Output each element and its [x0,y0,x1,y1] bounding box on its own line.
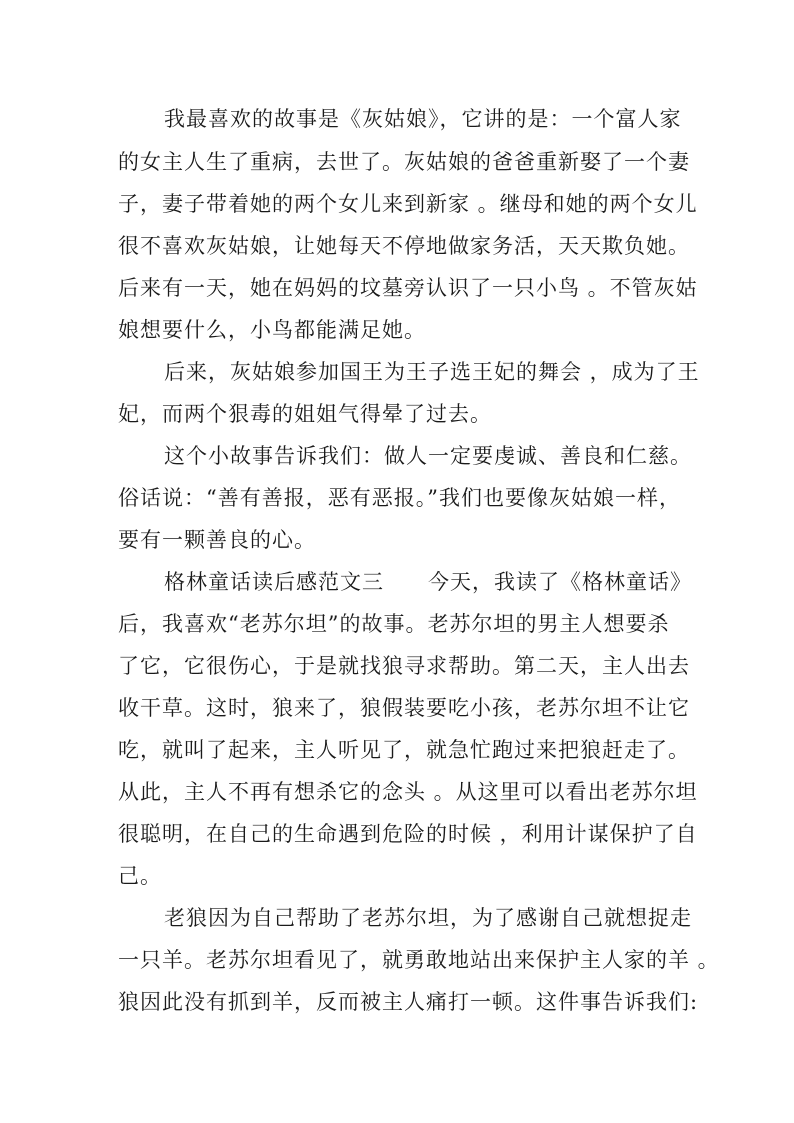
text-line: 后，我喜欢“老苏尔坦”的故事。老苏尔坦的男主人想要杀 [118,612,670,636]
text-line: 格林童话读后感范文三 今天，我读了《格林童话》 [164,570,692,594]
text-line: 这个小故事告诉我们：做人一定要虔诚、善良和仁慈。 [164,444,692,468]
text-line: 一只羊。老苏尔坦看见了，就勇敢地站出来保护主人家的羊 。 [118,948,720,972]
text-line: 的女主人生了重病，去世了。灰姑娘的爸爸重新娶了一个妻 [118,150,690,174]
text-line: 俗话说：“善有善报，恶有恶报。”我们也要像灰姑娘一样， [118,486,681,510]
text-line: 要有一颗善良的心。 [118,528,316,552]
text-line: 老狼因为自己帮助了老苏尔坦，为了感谢自己就想捉走 [164,906,692,930]
text-line: 娘想要什么，小鸟都能满足她。 [118,318,426,342]
text-line: 子，妻子带着她的两个女儿来到新家 。继母和她的两个女儿 [118,192,698,216]
text-line: 从此，主人不再有想杀它的念头 。从这里可以看出老苏尔坦 [118,780,698,804]
text-line: 了它，它很伤心，于是就找狼寻求帮助。第二天，主人出去 [118,654,690,678]
text-line: 后来，灰姑娘参加国王为王子选王妃的舞会 ，成为了王 [164,360,700,384]
text-line: 后来有一天，她在妈妈的坟墓旁认识了一只小鸟 。不管灰姑 [118,276,698,300]
text-line: 己。 [118,864,162,888]
text-line: 狼因此没有抓到羊，反而被主人痛打一顿。这件事告诉我们: [118,990,699,1014]
text-line: 很聪明，在自己的生命遇到危险的时候 ，利用计谋保护了自 [118,822,698,846]
text-line: 我最喜欢的故事是《灰姑娘》，它讲的是：一个富人家 [164,107,682,131]
text-line: 收干草。这时，狼来了，狼假装要吃小孩，老苏尔坦不让它 [118,696,690,720]
text-line: 妃，而两个狠毒的姐姐气得晕了过去。 [118,402,492,426]
text-line: 吃，就叫了起来，主人听见了，就急忙跑过来把狼赶走了。 [118,738,690,762]
text-line: 很不喜欢灰姑娘，让她每天不停地做家务活，天天欺负她。 [118,234,690,258]
